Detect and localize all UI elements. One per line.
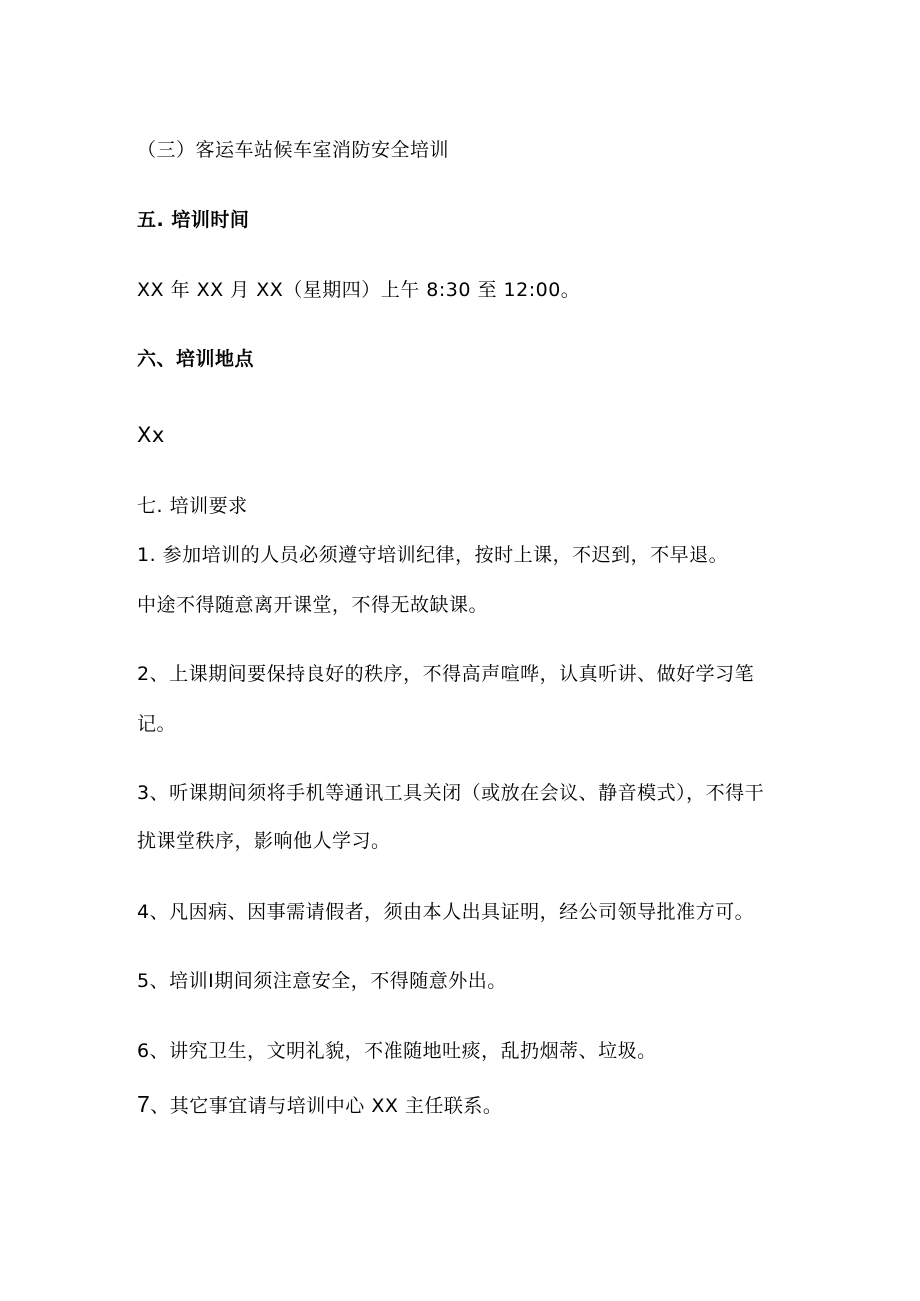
requirement-7-text: 、其它事宜请与培训中心 XX 主任联系。 xyxy=(150,1095,503,1117)
training-place-value: Xx xyxy=(137,423,165,447)
requirement-7 xyxy=(137,1092,502,1118)
requirement-1-line-1: 1. 参加培训的人员必须遵守培训纪律，按时上课，不迟到，不早退。 xyxy=(137,544,729,566)
heading-training-place: 六、培训地点 xyxy=(137,348,255,370)
heading-training-time: 五. 培训时间 xyxy=(137,209,250,231)
requirement-7-number: 7 xyxy=(137,1091,151,1117)
requirement-4: 4、凡因病、因事需请假者，须由本人出具证明，经公司领导批准方可。 xyxy=(137,901,755,923)
requirement-6: 6、讲究卫生，文明礼貌，不准随地吐痰，乱扔烟蒂、垃圾。 xyxy=(137,1040,657,1062)
training-time-value: XX 年 XX 月 XX（星期四）上午 8:30 至 12:00。 xyxy=(137,279,581,301)
section-three-item: （三）客运车站候车室消防安全培训 xyxy=(137,139,450,161)
requirement-2-line-1: 2、上课期间要保持良好的秩序，不得高声喧哗，认真听讲、做好学习笔 xyxy=(137,663,755,685)
requirement-1-line-2: 中途不得随意离开课堂，不得无故缺课。 xyxy=(137,594,489,616)
requirement-2-line-2: 记。 xyxy=(137,713,177,735)
requirement-3-line-2: 扰课堂秩序，影响他人学习。 xyxy=(137,830,391,852)
heading-training-requirements: 七. 培训要求 xyxy=(137,495,248,517)
requirement-5: 5、培训Ⅰ期间须注意安全，不得随意外出。 xyxy=(137,970,507,992)
requirement-3-line-1: 3、听课期间须将手机等通讯工具关闭（或放在会议、静音模式），不得干 xyxy=(137,782,765,804)
